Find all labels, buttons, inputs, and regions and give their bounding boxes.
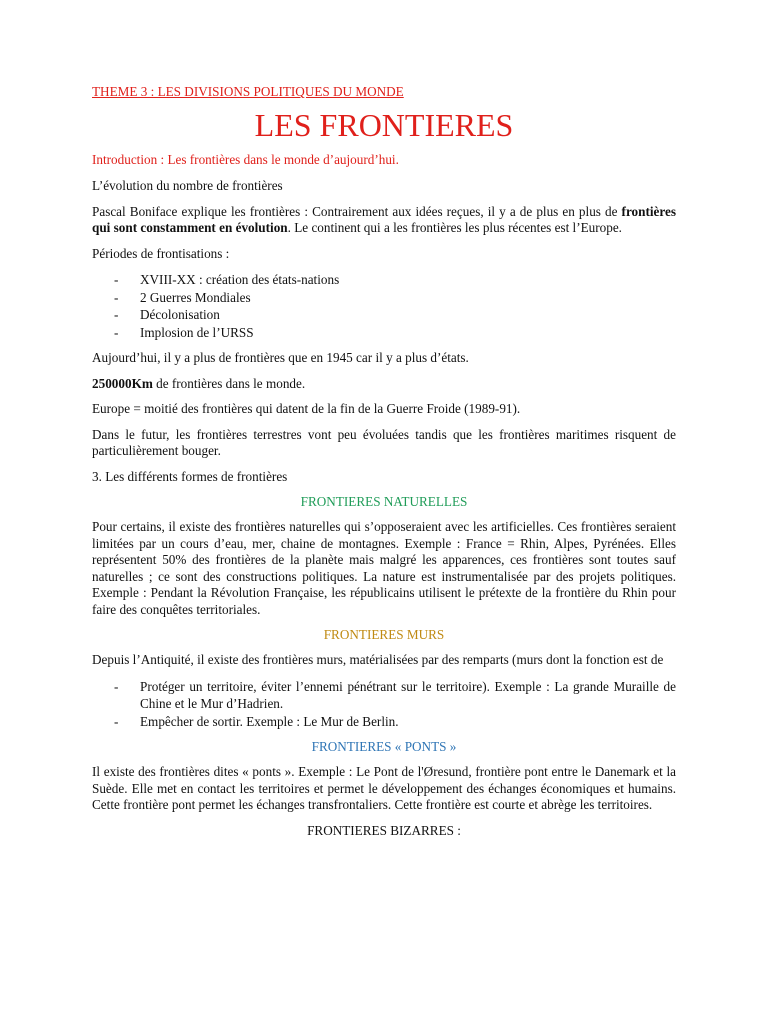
murs-heading: FRONTIERES MURS [323, 627, 445, 643]
boniface-text-end: . Le continent qui a les frontières les plus récentes est l’Europe. [287, 220, 622, 236]
boniface-text-start: Pascal Boniface explique les frontières : Contrairement aux idées reçues, il y a de plus en plus de [92, 203, 622, 219]
naturelles-heading: FRONTIERES NATURELLES [300, 494, 468, 510]
dash-bullet: - [114, 713, 119, 729]
boniface-bold: frontières qui sont constamment en évolution [92, 203, 676, 236]
periods-list [92, 271, 676, 341]
boniface-paragraph [92, 204, 676, 237]
dash-bullet: - [114, 272, 119, 288]
ponts-heading: FRONTIERES « PONTS » [311, 739, 457, 755]
bizarres-heading: FRONTIERES BIZARRES : [307, 822, 461, 838]
length-bold: 250000Km [92, 375, 153, 391]
future-paragraph: Dans le futur, les frontières terrestres vont peu évoluées tandis que les frontières maritimes risquent de particulièrement bouger. [92, 426, 676, 459]
naturelles-paragraph: Pour certains, il existe des frontières naturelles qui s’opposeraient avec les artificielles. Ces frontières seraient limitées par un cours d’eau, mer, chaine de montagnes. Exemple : France = Rhin, Alpes, Pyrénées. Elles représentent 50% des frontières de la planète mais malgré les apparences, ces frontières sont toutes sauf naturelles ; ce sont des constructions politiques. La nature est instrumentalisée par des projets politiques. Exemple : Pendant la Révolution Française, les républicains utilisent le prétexte de la frontière du Rhin pour faire des conquêtes territoriales. [92, 519, 676, 617]
list-item: - Implosion de l’URSS [114, 324, 254, 340]
periods-label: Périodes de frontisations : [92, 245, 230, 261]
murs-paragraph: Depuis l’Antiquité, il existe des frontières murs, matérialisées par des remparts (murs dont la fonction est de [92, 652, 664, 668]
dash-bullet: - [114, 678, 119, 694]
dash-bullet: - [114, 289, 119, 305]
forms-heading: 3. Les différents formes de frontières [92, 468, 288, 484]
list-item: - XVIII-XX : création des états-nations [114, 272, 340, 288]
ponts-paragraph: Il existe des frontières dites « ponts ». Exemple : Le Pont de l'Øresund, frontière pont entre le Danemark et la Suède. Elle met en contact les territoires et permet le développement des échanges économiques et humains. Cette frontière pont permet les échanges transfrontaliers. Cette frontière est courte et abrège les territoires. [92, 764, 676, 813]
europe-paragraph: Europe = moitié des frontières qui datent de la fin de la Guerre Froide (1989-91). [92, 401, 521, 417]
list-item: - Décolonisation [114, 307, 220, 323]
dash-bullet: - [114, 307, 119, 323]
today-paragraph: Aujourd’hui, il y a plus de frontières que en 1945 car il y a plus d’états. [92, 350, 469, 366]
murs-list [92, 678, 676, 731]
page-title: LES FRONTIERES [254, 107, 514, 143]
list-item: - Protéger un territoire, éviter l’ennemi pénétrant sur le territoire). Exemple : La grande Muraille de Chine et le Mur d’Hadrien. [114, 678, 676, 712]
list-item: - 2 Guerres Mondiales [114, 289, 251, 305]
evolution-heading: L’évolution du nombre de frontières [92, 178, 283, 194]
length-paragraph: 250000Km de frontières dans le monde. [92, 375, 306, 391]
introduction-line: Introduction : Les frontières dans le monde d’aujourd’hui. [92, 152, 399, 168]
list-item: - Empêcher de sortir. Exemple : Le Mur de Berlin. [114, 713, 399, 729]
theme-line: THEME 3 : LES DIVISIONS POLITIQUES DU MONDE [92, 84, 404, 99]
dash-bullet: - [114, 324, 119, 340]
